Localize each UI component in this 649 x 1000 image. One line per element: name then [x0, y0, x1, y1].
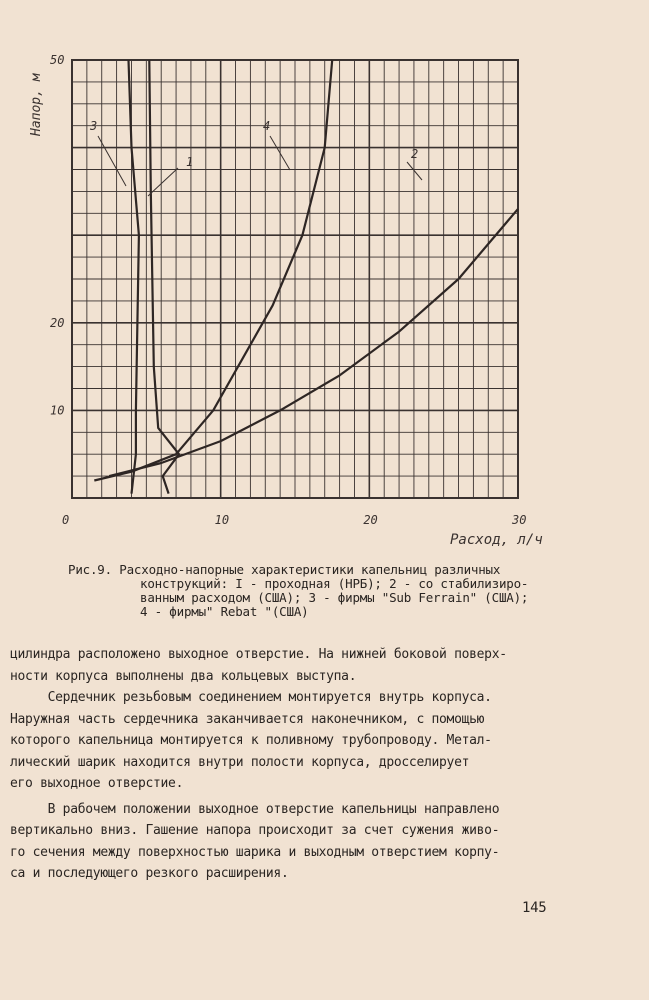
y-tick-label: 50	[50, 53, 65, 67]
curve-label-3: 3	[90, 119, 98, 133]
x-tick-label: 10	[214, 513, 230, 527]
page-number: 145	[522, 900, 547, 916]
curve-label-1: 1	[186, 155, 194, 169]
body-text	[10, 644, 570, 885]
curve-3	[129, 60, 139, 494]
text-line: вертикально вниз. Гашение напора происходит за счет сужения живо-	[10, 823, 500, 838]
curve-label-leader	[98, 136, 126, 186]
y-tick-label: 10	[50, 403, 65, 418]
curve-2	[109, 209, 518, 476]
curve-label-4: 4	[263, 119, 271, 133]
text-line: Сердечник резьбовым соединением монтируется внутрь корпуса.	[10, 690, 492, 705]
curve-label-leader	[407, 162, 422, 180]
text-line: В рабочем положении выходное отверстие капельницы направлено	[10, 801, 500, 817]
caption-line: конструкций: I - проходная (НРБ); 2 - со стабилизиро-	[140, 576, 529, 591]
caption-line: 4 - фирмы" Rebat "(США)	[140, 604, 309, 619]
x-axis-label: Расход, л/ч	[450, 532, 543, 548]
x-tick-label: 20	[363, 513, 378, 527]
text-line: цилиндра расположено выходное отверстие. На нижней боковой поверх-	[10, 647, 507, 662]
chart-curves	[94, 60, 518, 494]
text-line: которого капельница монтируется к поливному трубопроводу. Метал-	[10, 733, 492, 748]
text-line: ности корпуса выполнены два кольцевых выступа.	[10, 668, 357, 684]
figure-caption	[68, 563, 568, 619]
x-tick-label: 30	[512, 513, 527, 527]
caption-line: Рис.9. Расходно-напорные характеристики капельниц различных	[68, 562, 501, 577]
text-line: его выходное отверстие.	[10, 776, 184, 791]
text-line: Наружная часть сердечника заканчивается наконечником, с помощью	[10, 711, 485, 727]
y-tick-label: 20	[50, 315, 65, 330]
x-tick-label: 0	[62, 513, 70, 527]
text-line: го сечения между поверхностью шарика и выходным отверстием корпу-	[10, 844, 500, 860]
text-line: лический шарик находится внутри полости корпуса, дросселирует	[10, 754, 470, 770]
caption-line: ванным расходом (США); 3 - фирмы "Sub Ferrain" (США);	[140, 590, 529, 605]
text-line: са и последующего резкого расширения.	[10, 866, 289, 881]
curve-label-2: 2	[411, 147, 419, 161]
curve-1	[149, 60, 179, 494]
y-axis-label: Напор, м	[29, 73, 44, 136]
